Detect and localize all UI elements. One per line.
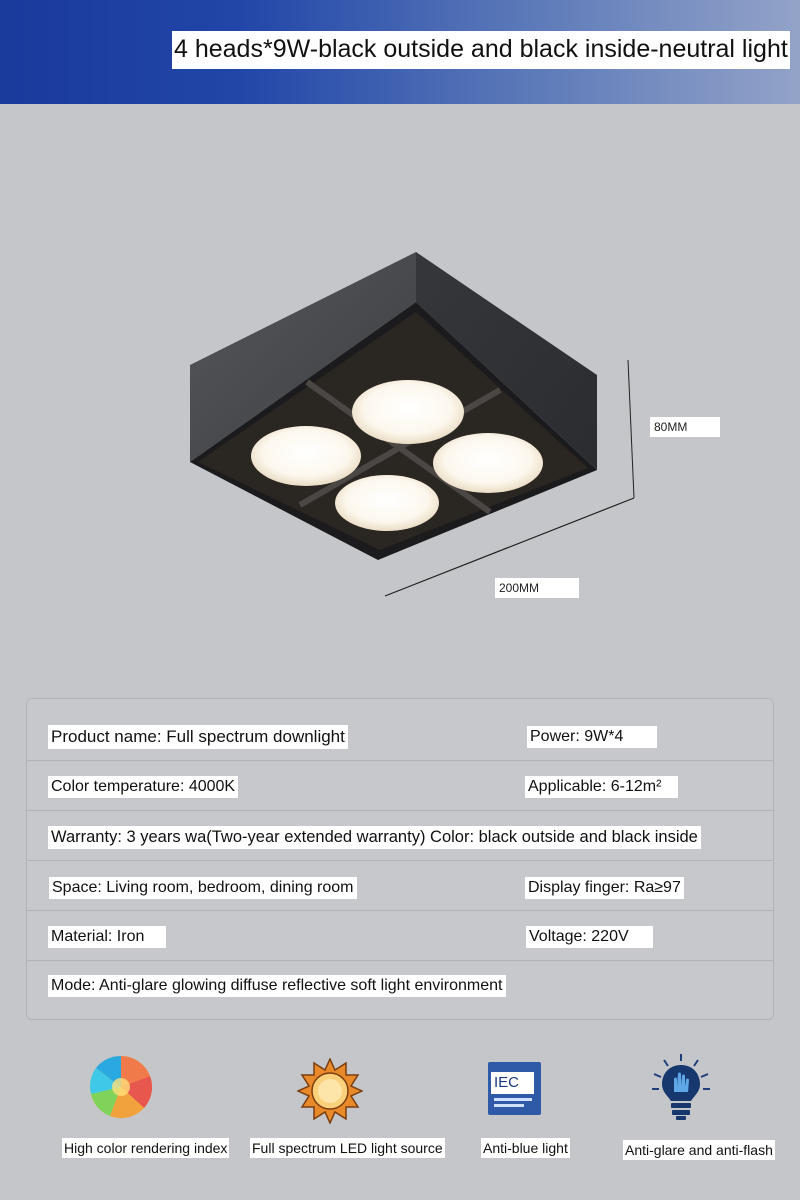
spec-row: [27, 861, 773, 911]
spec-color-temperature: Color temperature: 4000K: [48, 776, 238, 798]
iec-badge-text: IEC: [491, 1072, 534, 1094]
spec-material: Material: Iron: [48, 926, 166, 948]
lens-left: [251, 426, 361, 486]
color-wheel-icon: [88, 1054, 154, 1120]
spec-row: [27, 711, 773, 761]
spec-voltage: Voltage: 220V: [526, 926, 653, 948]
feature-label: Anti-glare and anti-flash: [625, 1142, 773, 1158]
page-title: 4 heads*9W-black outside and black inside-neutral light: [172, 31, 790, 69]
sun-icon: [297, 1058, 363, 1124]
spec-applicable: Applicable: 6-12m²: [525, 776, 678, 798]
spec-display-finger: Display finger: Ra≥97: [525, 877, 684, 899]
feature-label: High color rendering index: [64, 1140, 228, 1156]
spec-row: [27, 811, 773, 861]
height-dimension-label: 80MM: [650, 417, 720, 437]
spec-product-name: Product name: Full spectrum downlight: [48, 725, 348, 749]
spec-power: Power: 9W*4: [527, 726, 657, 748]
specs-table: [26, 698, 774, 1020]
feature-label: Anti-blue light: [483, 1140, 568, 1156]
lens-right: [433, 433, 543, 493]
lens-top: [352, 380, 464, 444]
product-photo: [0, 104, 800, 684]
spec-row: [27, 911, 773, 961]
spec-row: [27, 761, 773, 811]
lightbulb-hand-icon: [650, 1052, 712, 1122]
iec-badge-icon: [488, 1062, 541, 1115]
width-dimension-label: 200MM: [495, 578, 579, 598]
features-section: [0, 1040, 800, 1200]
spec-space: Space: Living room, bedroom, dining room: [49, 877, 357, 899]
spec-warranty-color: Warranty: 3 years wa(Two-year extended warranty) Color: black outside and black inside: [48, 826, 701, 849]
height-dimension-line: [628, 360, 634, 498]
lens-bottom: [335, 475, 439, 531]
feature-label: Full spectrum LED light source: [252, 1140, 443, 1156]
spec-row: [27, 961, 773, 1019]
spec-mode: Mode: Anti-glare glowing diffuse reflective soft light environment: [48, 975, 506, 997]
